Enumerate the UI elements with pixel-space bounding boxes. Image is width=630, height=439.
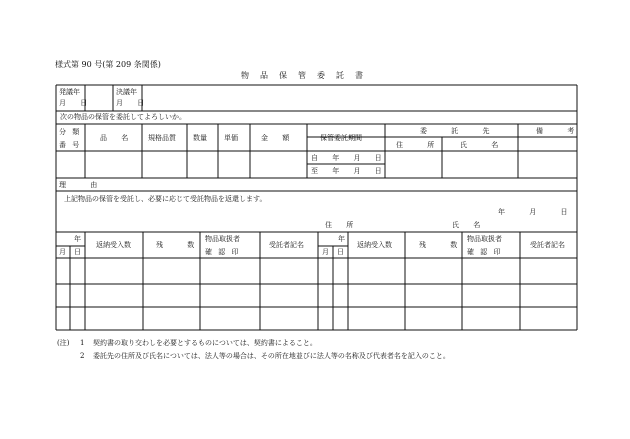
form-title: 物品保管委託書: [241, 71, 374, 80]
rt-return-qty: 返納受入数: [96, 241, 131, 249]
col-amount: 金 額: [261, 134, 296, 142]
note-1-text: 契約書の取り交わしを必要とするものについては、契約書によること。: [93, 339, 317, 347]
note-1-number: 1: [80, 339, 85, 347]
col-address: 住 所: [396, 141, 446, 149]
decision-month-day-label: 月 日: [116, 99, 151, 107]
acceptance-address: 住 所: [325, 221, 360, 229]
rt-remaining: 残 数: [156, 241, 206, 249]
note-2-number: 2: [80, 352, 85, 360]
col-remarks: 備 考: [536, 127, 586, 135]
rt-handler-2b: 確 認 印: [467, 248, 503, 256]
rt-year: 年: [74, 235, 81, 243]
acceptance-statement: 上記物品の保管を受託し、必要に応じて受託物品を返還します。: [64, 195, 267, 203]
rt-handler-1b: 物品取扱者: [467, 235, 502, 243]
note-label: (注): [57, 339, 70, 347]
acceptance-name: 氏 名: [452, 221, 487, 229]
col-name: 氏 名: [460, 141, 510, 149]
period-to: 至 年 月 日: [311, 167, 388, 175]
col-period: 保管委託期間: [320, 134, 362, 142]
note-2-text: 委託先の住所及び氏名については、法人等の場合は、その所在地並びに法人等の名称及び代表者名を記入のこと。: [93, 352, 450, 360]
request-text: 次の物品の保管を委託してよろしいか。: [60, 113, 186, 121]
col-unit-price: 単価: [224, 134, 238, 142]
rt-day: 日: [74, 248, 81, 256]
col-consignee: 委 託 先: [420, 127, 501, 135]
rt-month-2: 月: [322, 248, 329, 256]
rt-trustee-2: 受託者記名: [530, 241, 565, 249]
decision-year-label: 決議年: [116, 88, 137, 96]
col-quantity: 数量: [193, 134, 207, 142]
form-number: 様式第 90 号(第 209 条関係): [55, 60, 161, 69]
rt-day-2: 日: [337, 248, 344, 256]
rt-return-qty-2: 返納受入数: [357, 241, 392, 249]
rt-year-2: 年: [338, 235, 345, 243]
period-from: 自 年 月 日: [311, 154, 388, 162]
rt-trustee: 受託者記名: [269, 241, 304, 249]
reason-label: 理 由: [59, 181, 109, 189]
acceptance-date: 年 月 日: [498, 208, 579, 216]
col-classification: 分 類: [59, 128, 82, 136]
rt-remaining-2: 残 数: [419, 241, 469, 249]
proposal-month-day-label: 月 日: [59, 99, 94, 107]
col-item-name: 品 名: [100, 134, 135, 142]
col-number: 番 号: [59, 141, 82, 149]
rt-month: 月: [59, 248, 66, 256]
rt-handler-1: 物品取扱者: [205, 235, 240, 243]
rt-handler-2: 確 認 印: [205, 248, 241, 256]
proposal-year-label: 発議年: [59, 88, 80, 96]
col-specification: 規格品質: [148, 134, 176, 142]
